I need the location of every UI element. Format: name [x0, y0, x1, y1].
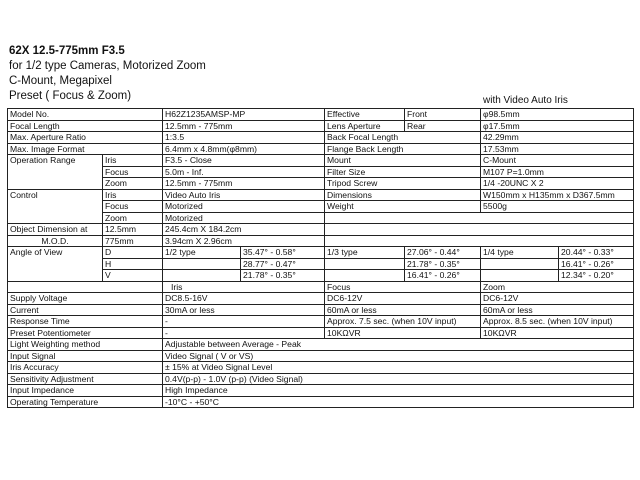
spec-value: 0.4V(p-p) - 1.0V (p-p) (Video Signal)	[163, 373, 634, 385]
iris-note: with Video Auto Iris	[483, 95, 568, 106]
spec-label: Focal Length	[8, 120, 163, 132]
spec-value: φ98.5mm	[481, 109, 634, 121]
spec-label: Light Weighting method	[8, 339, 163, 351]
angle-value: 12.34° - 0.20°	[559, 270, 634, 282]
spec-label: Max. Aperture Ratio	[8, 132, 163, 144]
angle-value: 28.77° - 0.47°	[241, 258, 325, 270]
spec-value: -	[163, 316, 325, 328]
table-row	[8, 373, 634, 385]
spec-value: 10KΩVR	[481, 327, 634, 339]
spec-label: Operation Range	[8, 155, 103, 190]
spec-value: High Impedance	[163, 385, 634, 397]
spec-value: 30mA or less	[163, 304, 325, 316]
table-row	[8, 293, 634, 305]
spec-value: Motorized	[163, 212, 325, 224]
spec-label: Response Time	[8, 316, 163, 328]
table-row	[8, 143, 634, 155]
table-row	[8, 304, 634, 316]
table-row	[8, 132, 634, 144]
spec-label: Input Impedance	[8, 385, 163, 397]
spec-value: 5500g	[481, 201, 634, 213]
spec-sublabel: Zoom	[103, 178, 163, 190]
spec-empty	[481, 270, 559, 282]
spec-label: Mount	[325, 155, 481, 167]
table-row	[8, 281, 634, 293]
spec-empty	[325, 224, 634, 236]
type-label: 1/4 type	[481, 247, 559, 259]
angle-value: 21.78° - 0.35°	[405, 258, 481, 270]
type-label: 1/2 type	[163, 247, 241, 259]
spec-label: Iris Accuracy	[8, 362, 163, 374]
table-row	[8, 235, 634, 247]
spec-value: 10KΩVR	[325, 327, 481, 339]
spec-sublabel: Focus	[103, 201, 163, 213]
spec-label: Filter Size	[325, 166, 481, 178]
spec-label: Lens Aperture	[325, 120, 405, 132]
spec-label: Input Signal	[8, 350, 163, 362]
spec-value: F3.5 - Close	[163, 155, 325, 167]
type-label: 1/3 type	[325, 247, 405, 259]
spec-empty	[325, 258, 405, 270]
spec-label: Sensitivity Adjustment	[8, 373, 163, 385]
spec-label: Weight	[325, 201, 481, 213]
angle-value: 35.47° - 0.58°	[241, 247, 325, 259]
table-row	[8, 189, 634, 201]
angle-value: 20.44° - 0.33°	[559, 247, 634, 259]
section-head-iris: Iris	[163, 281, 325, 293]
axis-label: D	[103, 247, 163, 259]
spec-value: Video Auto Iris	[163, 189, 325, 201]
spec-value: -10°C - +50°C	[163, 396, 634, 408]
spec-value: φ17.5mm	[481, 120, 634, 132]
spec-empty	[325, 212, 634, 224]
spec-sublabel: 12.5mm	[103, 224, 163, 236]
spec-value: C-Mount	[481, 155, 634, 167]
spec-label: Dimensions	[325, 189, 481, 201]
table-row	[8, 155, 634, 167]
angle-value: 16.41° - 0.26°	[559, 258, 634, 270]
spec-value: 17.53mm	[481, 143, 634, 155]
spec-value: ± 15% at Video Signal Level	[163, 362, 634, 374]
spec-value: DC8.5-16V	[163, 293, 325, 305]
spec-value: 5.0m - Inf.	[163, 166, 325, 178]
spec-value: 245.4cm X 184.2cm	[163, 224, 325, 236]
spec-value: 6.4mm x 4.8mm(φ8mm)	[163, 143, 325, 155]
lens-subtitle-camera: for 1/2 type Cameras, Motorized Zoom	[9, 60, 206, 72]
spec-label: Control	[8, 189, 103, 224]
spec-value: 42.29mm	[481, 132, 634, 144]
table-row	[8, 396, 634, 408]
angle-value: 21.78° - 0.35°	[241, 270, 325, 282]
lens-title: 62X 12.5-775mm F3.5	[9, 45, 125, 57]
spec-sublabel: Iris	[103, 155, 163, 167]
section-head-zoom: Zoom	[481, 281, 634, 293]
spec-empty	[163, 258, 241, 270]
spec-value: DC6-12V	[325, 293, 481, 305]
spec-value: Adjustable between Average - Peak	[163, 339, 634, 351]
spec-value: Video Signal ( V or VS)	[163, 350, 634, 362]
spec-value: 60mA or less	[325, 304, 481, 316]
spec-value: 12.5mm - 775mm	[163, 120, 325, 132]
table-row	[8, 327, 634, 339]
spec-value: Approx. 7.5 sec. (when 10V input)	[325, 316, 481, 328]
table-row	[8, 120, 634, 132]
axis-label: V	[103, 270, 163, 282]
spec-value: 1:3.5	[163, 132, 325, 144]
spec-value: DC6-12V	[481, 293, 634, 305]
table-row	[8, 362, 634, 374]
table-row	[8, 339, 634, 351]
spec-value: H62Z1235AMSP-MP	[163, 109, 325, 121]
table-row	[8, 316, 634, 328]
table-row	[8, 247, 634, 259]
angle-value: 16.41° - 0.26°	[405, 270, 481, 282]
spec-value: Approx. 8.5 sec. (when 10V input)	[481, 316, 634, 328]
spec-label: Preset Potentiometer	[8, 327, 163, 339]
spec-value: 1/4 -20UNC X 2	[481, 178, 634, 190]
spec-label: Back Focal Length	[325, 132, 481, 144]
spec-sublabel: Zoom	[103, 212, 163, 224]
spec-value: W150mm x H135mm x D367.5mm	[481, 189, 634, 201]
spec-label: Operating Temperature	[8, 396, 163, 408]
spec-value: 3.94cm X 2.96cm	[163, 235, 325, 247]
spec-label: Flange Back Length	[325, 143, 481, 155]
section-head-focus: Focus	[325, 281, 481, 293]
spec-empty	[325, 235, 634, 247]
spec-label: M.O.D.	[8, 235, 103, 247]
spec-sublabel: Iris	[103, 189, 163, 201]
spec-empty	[481, 258, 559, 270]
lens-subtitle-preset: Preset ( Focus & Zoom)	[9, 90, 132, 102]
spec-table	[7, 108, 634, 408]
table-row	[8, 385, 634, 397]
lens-subtitle-mount: C-Mount, Megapixel	[9, 75, 112, 87]
spec-label: Tripod Screw	[325, 178, 481, 190]
table-row	[8, 224, 634, 236]
spec-value: 60mA or less	[481, 304, 634, 316]
spec-label: Front	[405, 109, 481, 121]
spec-empty	[8, 281, 163, 293]
spec-label: Max. Image Format	[8, 143, 163, 155]
spec-value: Motorized	[163, 201, 325, 213]
spec-label: Effective	[325, 109, 405, 121]
spec-value: M107 P=1.0mm	[481, 166, 634, 178]
spec-label: Rear	[405, 120, 481, 132]
spec-label: Model No.	[8, 109, 163, 121]
axis-label: H	[103, 258, 163, 270]
spec-sublabel: 775mm	[103, 235, 163, 247]
spec-label: Current	[8, 304, 163, 316]
table-row	[8, 109, 634, 121]
spec-empty	[163, 270, 241, 282]
spec-value: 12.5mm - 775mm	[163, 178, 325, 190]
angle-value: 27.06° - 0.44°	[405, 247, 481, 259]
spec-label: Angle of View	[8, 247, 103, 282]
spec-empty	[325, 270, 405, 282]
spec-value: -	[163, 327, 325, 339]
spec-label: Supply Voltage	[8, 293, 163, 305]
spec-label: Object Dimension at	[8, 224, 103, 236]
table-row	[8, 350, 634, 362]
spec-sublabel: Focus	[103, 166, 163, 178]
